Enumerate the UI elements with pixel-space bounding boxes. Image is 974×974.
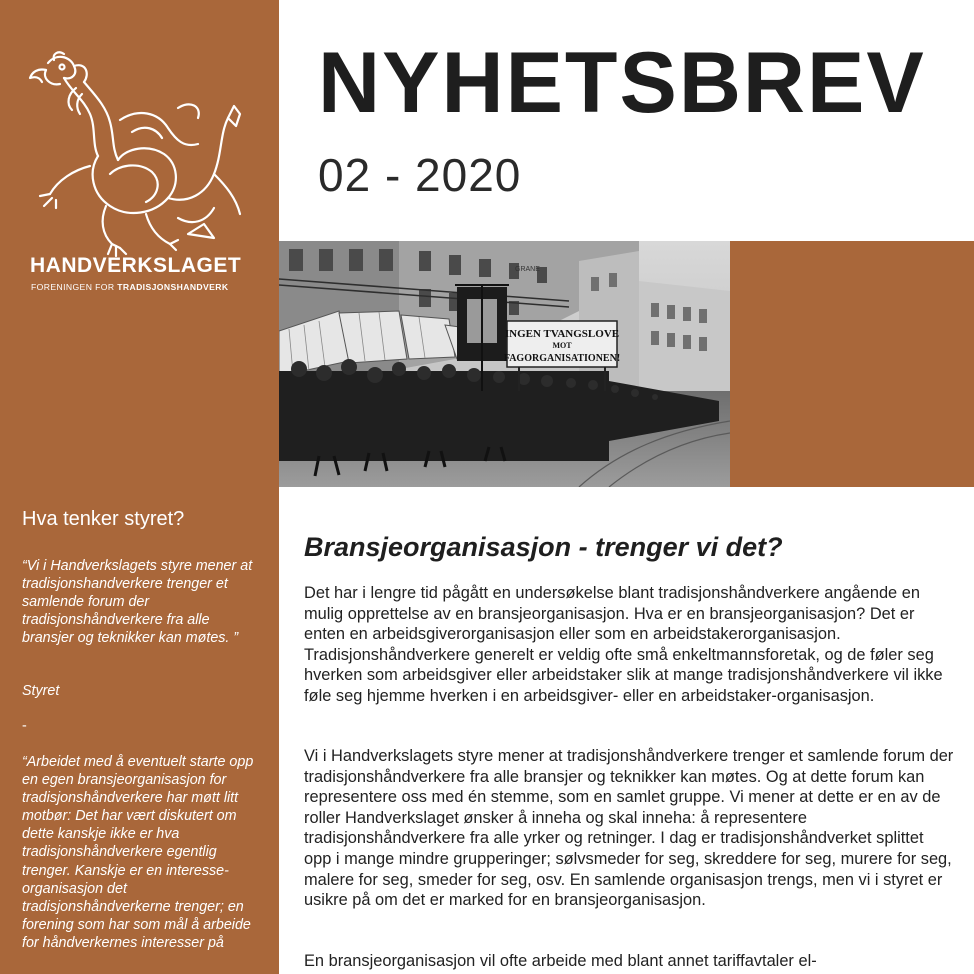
- historical-march-photo: [279, 241, 730, 487]
- board-quote: “Vi i Handverkslagets styre mener at tradisjonshandverkere trenger et samlende forum der tradisjonshåndverkere fra alle bransjer og teknikker kan møtes. ”: [22, 558, 253, 647]
- issue-number: 02 - 2020: [318, 149, 522, 201]
- quote-separator: -: [22, 718, 27, 734]
- article-paragraph-2: Vi i Handverkslagets styre mener at tradisjonshåndverkere trenger et samlende forum der tradisjonshåndverkere fra alle bransjer og teknikker kan møtes. Og at dette forum kan representere oss med én stemme, som en samlet gruppe. Vi mener at dette er en av de roller Handverkslaget ønsker å inneha og skal inneha: å representere tradisjonshåndverkere fra alle yrker og retninger. I dag er tradisjonshåndverket splittet opp i mange mindre grupperinger; sølvsmeder for seg, skreddere for seg, murere for seg, malere for seg, smeder for seg, osv. En samlende organisasjon trengs, men vi i styret er usikre på om det er marked for en bransjeorganisasjon.: [304, 747, 954, 910]
- newsletter-title: NYHETSBREV: [318, 35, 926, 131]
- quote-signature: Styret: [22, 683, 60, 699]
- banner-line-2: MOT: [552, 341, 572, 350]
- organization-name: HANDVERKSLAGET: [30, 254, 242, 277]
- banner-line-3: FAGORGANISATIONEN!: [503, 353, 621, 364]
- article-paragraph-3: En bransjeorganisasjon vil ofte arbeide med blant annet tariffavtaler el-: [304, 952, 817, 970]
- organization-subtitle: FORENINGEN FOR TRADISJONSHANDVERK: [31, 282, 229, 292]
- shop-sign: GRANE: [515, 266, 540, 273]
- article-paragraph-1: Det har i lengre tid pågått en undersøkelse blant tradisjonshåndverkere angående en mulig opprettelse av en bransjeorganisasjon. Hva er en bransjeorganisasjon? Det er enten en arbeidsgiverorganisasjon eller som en arbeidstakerorganisasjon. Tradisjonshåndverkere generelt er veldig ofte små enkeltmannsforetak, og de føler seg hverken som arbeidsgiver eller arbeidstaker slik at mange tradisjonshåndverkere vil ikke føle seg hjemme hverken i en arbeidsgiver- eller en arbeidstaker-organisasjon.: [304, 584, 943, 705]
- second-quote: “Arbeidet med å eventuelt starte opp en egen bransjeorganisasjon for tradisjonshåndverkere har møtt litt motbør: Det har vært diskutert om dette kanskje ikke er hva tradisjonshåndverkere egentlig trenger. Kanskje er en interesse-organisasjon det tradisjonshåndverkerne trenger; en forening som har som mål å arbeide for håndverkernes interesser på: [22, 754, 254, 951]
- accent-block: [730, 241, 974, 487]
- sidebar: [0, 0, 279, 974]
- banner-line-1: INGEN TVANGSLOVE: [504, 328, 620, 340]
- dragon-logo-icon: [28, 48, 253, 260]
- sidebar-heading: Hva tenker styret?: [22, 508, 185, 530]
- article-headline: Bransjeorganisasjon - trenger vi det?: [304, 532, 783, 562]
